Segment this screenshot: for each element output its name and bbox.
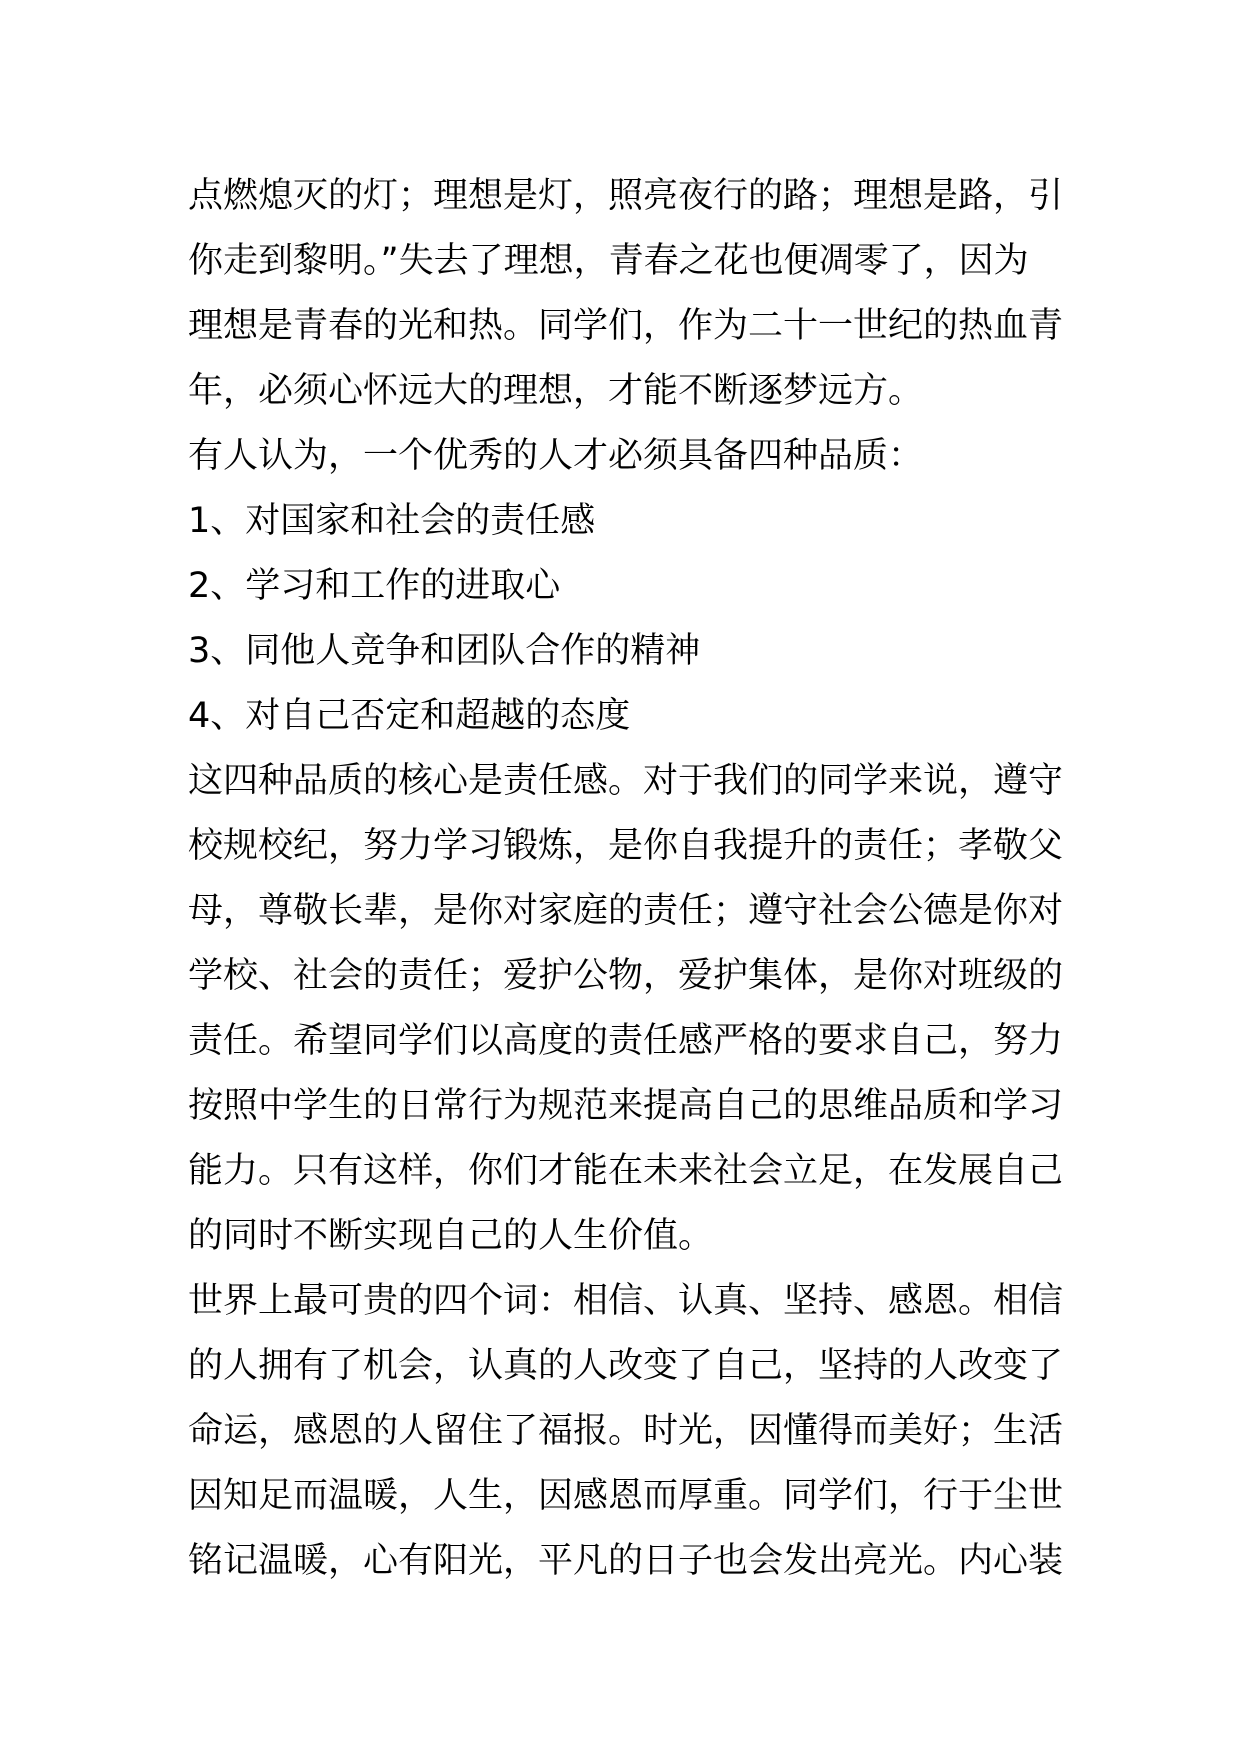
text-line: 母，尊敬长辈，是你对家庭的责任；遵守社会公德是你对: [188, 891, 1064, 931]
list-item: 3、同他人竞争和团队合作的精神: [188, 631, 701, 671]
text-line: 这四种品质的核心是责任感。对于我们的同学来说，遵守: [188, 761, 1064, 801]
text-line: 的人拥有了机会，认真的人改变了自己，坚持的人改变了: [188, 1346, 1064, 1386]
text-line: 世界上最可贵的四个词：相信、认真、坚持、感恩。相信: [188, 1281, 1064, 1321]
text-line: 的同时不断实现自己的人生价值。: [188, 1216, 714, 1256]
text-line: 按照中学生的日常行为规范来提高自己的思维品质和学习: [188, 1086, 1064, 1126]
text-line: 责任。希望同学们以高度的责任感严格的要求自己，努力: [188, 1021, 1064, 1061]
text-line: 你走到黎明。”失去了理想，青春之花也便凋零了，因为: [188, 241, 1029, 281]
text-line: 点燃熄灭的灯；理想是灯，照亮夜行的路；理想是路，引: [188, 176, 1064, 216]
text-line: 命运，感恩的人留住了福报。时光，因懂得而美好；生活: [188, 1411, 1064, 1451]
text-line: 有人认为，一个优秀的人才必须具备四种品质：: [188, 436, 924, 476]
list-item: 1、对国家和社会的责任感: [188, 501, 596, 541]
text-line: 理想是青春的光和热。同学们，作为二十一世纪的热血青: [188, 306, 1064, 346]
list-item: 2、学习和工作的进取心: [188, 566, 561, 606]
list-item: 4、对自己否定和超越的态度: [188, 696, 631, 736]
text-line: 学校、社会的责任；爱护公物，爱护集体，是你对班级的: [188, 956, 1064, 996]
text-line: 铭记温暖，心有阳光，平凡的日子也会发出亮光。内心装: [188, 1541, 1064, 1581]
text-line: 校规校纪，努力学习锻炼，是你自我提升的责任；孝敬父: [188, 826, 1064, 866]
body-text: [188, 164, 1068, 1594]
text-line: 能力。只有这样，你们才能在未来社会立足，在发展自己: [188, 1151, 1064, 1191]
text-line: 年，必须心怀远大的理想，才能不断逐梦远方。: [188, 371, 924, 411]
text-line: 因知足而温暖，人生，因感恩而厚重。同学们，行于尘世: [188, 1476, 1064, 1516]
